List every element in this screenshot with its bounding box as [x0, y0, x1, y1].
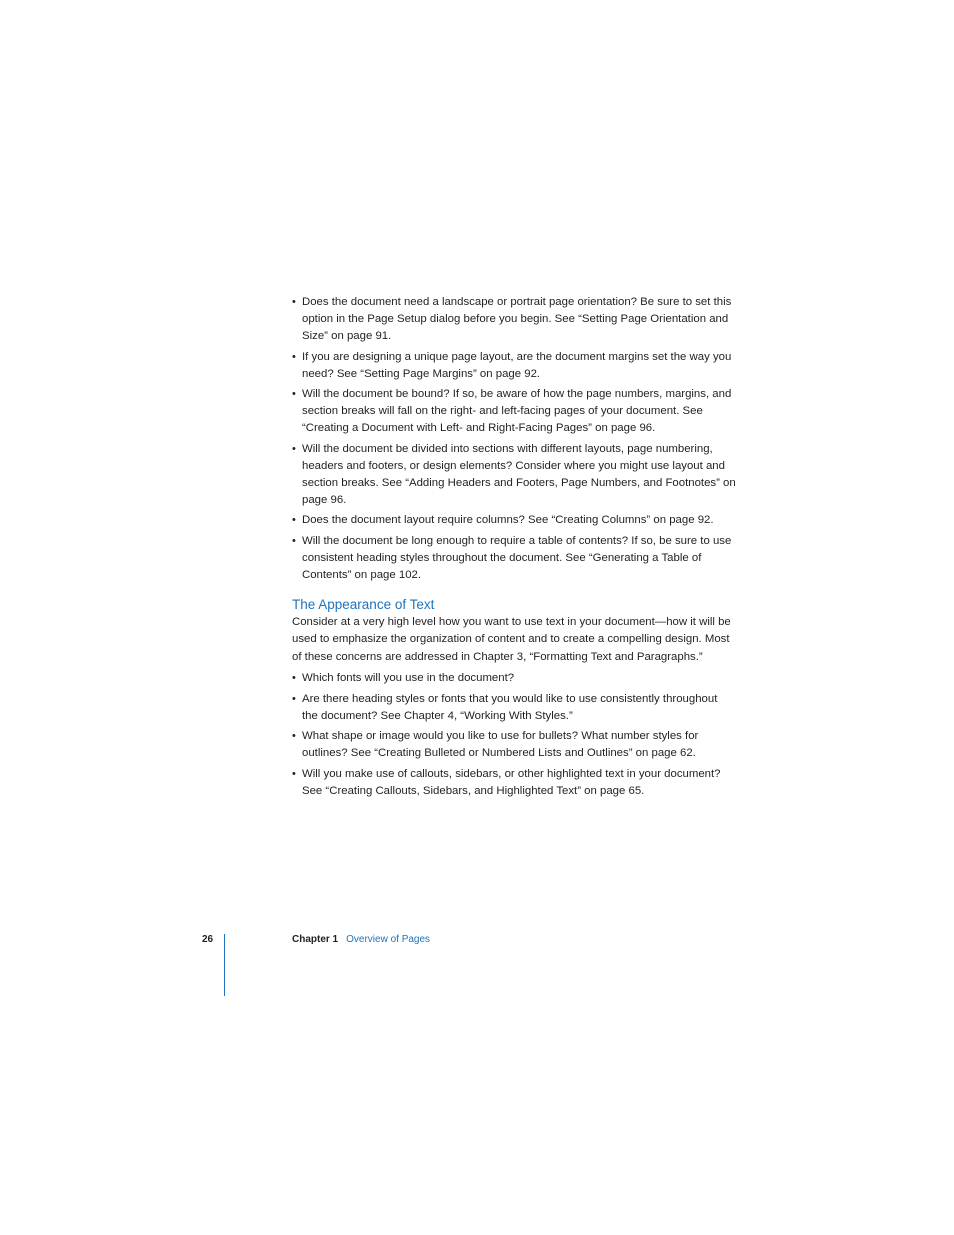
page-number: 26: [202, 934, 214, 945]
footer-chapter: [292, 934, 430, 946]
list-item: • Does the document need a landscape or portrait page orientation? Be sure to set this option in the Page Setup dialog before you begin. See “Setting Page Orientation and Size” on page 91.: [292, 294, 736, 345]
footer-divider: [224, 934, 225, 996]
chapter-label: Chapter 1: [292, 934, 339, 945]
list-item: • Are there heading styles or fonts that you would like to use consistently throughout the document? See Chapter 4, “Working With Styles.”: [292, 691, 736, 725]
text-appearance-checklist: [292, 670, 736, 800]
list-item: • Will the document be long enough to require a table of contents? If so, be sure to use consistent heading styles throughout the document. See “Generating a Table of Contents” on page 102.: [292, 533, 736, 584]
list-item: • What shape or image would you like to use for bullets? What number styles for outlines? See “Creating Bulleted or Numbered Lists and Outlines” on page 62.: [292, 728, 736, 762]
list-item: • Will you make use of callouts, sidebars, or other highlighted text in your document? See “Creating Callouts, Sidebars, and Highlighted Text” on page 65.: [292, 766, 736, 800]
list-item: • Will the document be divided into sections with different layouts, page numbering, headers and footers, or design elements? Consider where you might use layout and section breaks. See “Adding Headers and Footers, Page Numbers, and Footnotes” on page 96.: [292, 441, 736, 509]
planning-checklist: [292, 294, 736, 584]
list-item: • Does the document layout require columns? See “Creating Columns” on page 92.: [292, 512, 736, 529]
section-intro: Consider at a very high level how you want to use text in your document—how it will be used to emphasize the organization of content and to create a compelling design. Most of these concerns are addressed in Chapter 3, “Formatting Text and Paragraphs.”: [292, 615, 731, 663]
chapter-title: Overview of Pages: [346, 934, 431, 945]
list-item: • Will the document be bound? If so, be aware of how the page numbers, margins, and section breaks will fall on the right- and left-facing pages of your document. See “Creating a Document with Left- and Right-Facing Pages” on page 96.: [292, 386, 736, 437]
list-item: • If you are designing a unique page layout, are the document margins set the way you need? See “Setting Page Margins” on page 92.: [292, 349, 736, 383]
section-heading: The Appearance of Text: [292, 596, 435, 612]
body-text: [292, 294, 736, 803]
list-item: • Which fonts will you use in the document?: [292, 670, 736, 687]
